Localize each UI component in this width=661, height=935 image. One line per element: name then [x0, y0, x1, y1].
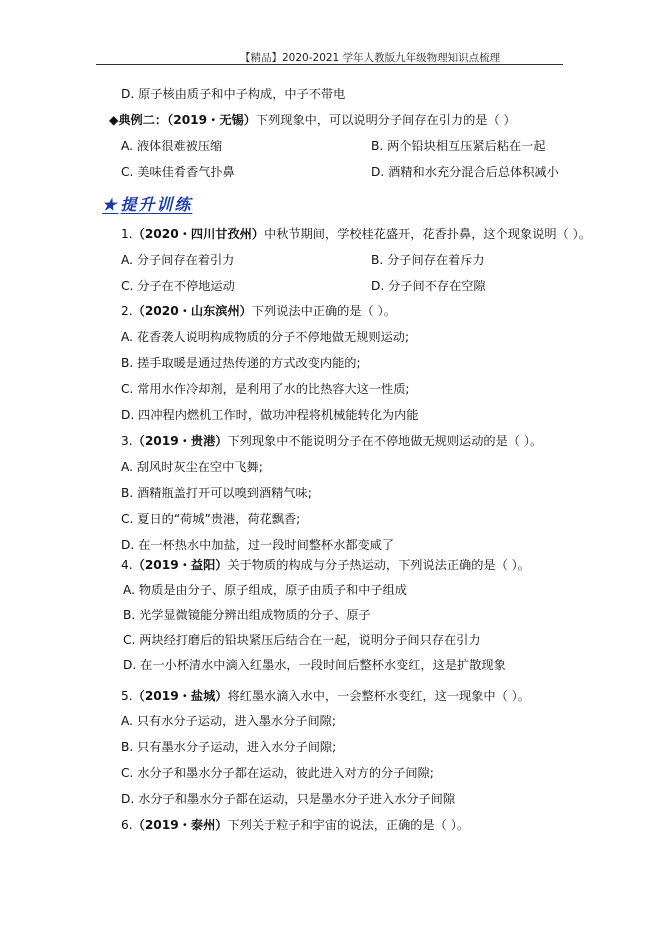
example2-option-a: A. 液体很难被压缩 — [121, 139, 223, 153]
q5-option-d: D. 水分子和墨水分子都在运动，只是墨水分子进入水分子间隙 — [121, 792, 456, 806]
q3-option-b: B. 酒精瓶盖打开可以嗅到酒精气味; — [121, 486, 312, 500]
q2-option-a: A. 花香袭人说明构成物质的分子不停地做无规则运动; — [121, 330, 410, 344]
example2-option-d: D. 酒精和水充分混合后总体积减小 — [371, 165, 559, 179]
q5-source: （2019・盐城） — [132, 689, 228, 703]
q4-source: （2019・益阳） — [132, 558, 228, 572]
q2-option-d: D. 四冲程内燃机工作时，做功冲程将机械能转化为内能 — [121, 408, 419, 422]
q1-source: （2020・四川甘孜州） — [132, 227, 265, 241]
q5-option-a: A. 只有水分子运动，进入墨水分子间隙; — [121, 714, 336, 728]
q1-text: 中秋节期间，学校桂花盛开，花香扑鼻，这个现象说明（ ）。 — [264, 227, 591, 241]
q4-stem — [121, 557, 530, 573]
q4-option-b: B. 光学显微镜能分辨出组成物质的分子、原子 — [123, 608, 371, 622]
q5-option-b: B. 只有墨水分子运动，进入水分子间隙; — [121, 740, 337, 754]
q3-option-d: D. 在一杯热水中加盐，过一段时间整杯水都变咸了 — [121, 538, 395, 552]
q2-number: 2. — [121, 304, 133, 318]
q3-option-c: C. 夏日的“荷城”贵港，荷花飘香; — [121, 512, 301, 526]
q3-source: （2019・贵港） — [132, 434, 228, 448]
section-title — [102, 192, 192, 215]
example2-option-c: C. 美味佳肴香气扑鼻 — [121, 165, 235, 179]
q1-option-a: A. 分子间存在着引力 — [121, 253, 235, 267]
q4-option-d: D. 在一小杯清水中滴入红墨水，一段时间后整杯水变红，这是扩散现象 — [123, 658, 506, 672]
q2-option-c: C. 常用水作冷却剂，是利用了水的比热容大这一性质; — [121, 382, 410, 396]
q1-option-c: C. 分子在不停地运动 — [121, 279, 235, 293]
q5-stem — [121, 688, 530, 704]
q6-source: （2019・泰州） — [132, 818, 228, 832]
q5-text: 将红墨水滴入水中，一会整杯水变红，这一现象中（ ）。 — [227, 689, 530, 703]
q6-number: 6. — [121, 818, 133, 832]
example2-option-b: B. 两个铅块相互压紧后粘在一起 — [371, 139, 546, 153]
q6-text: 下列关于粒子和宇宙的说法，正确的是（ ）。 — [227, 818, 470, 832]
star-icon: ★ — [102, 195, 119, 214]
q1-option-b: B. 分子间存在着斥力 — [371, 253, 485, 267]
q4-text: 关于物质的构成与分子热运动，下列说法正确的是（ ）。 — [227, 558, 530, 572]
q3-text: 下列现象中不能说明分子在不停地做无规则运动的是（ ）。 — [227, 434, 543, 448]
q2-option-b: B. 搓手取暖是通过热传递的方式改变内能的; — [121, 356, 361, 370]
q3-number: 3. — [121, 434, 133, 448]
q4-option-a: A. 物质是由分子、原子组成，原子由质子和中子组成 — [123, 583, 407, 597]
q4-number: 4. — [121, 558, 133, 572]
example2-line — [109, 112, 516, 128]
q5-option-c: C. 水分子和墨水分子都在运动，彼此进入对方的分子间隙; — [121, 766, 434, 780]
q3-option-a: A. 刮风时灰尘在空中飞舞; — [121, 460, 263, 474]
prev-option-d: D. 原子核由质子和中子构成，中子不带电 — [121, 87, 346, 101]
q1-number: 1. — [121, 227, 133, 241]
page-header: 【精品】2020-2021 学年人教版九年级物理知识点梳理 — [240, 52, 501, 64]
q1-option-d: D. 分子间不存在空隙 — [371, 279, 486, 293]
q4-option-c: C. 两块经打磨后的铅块紧压后结合在一起，说明分子间只存在引力 — [123, 633, 481, 647]
q1-stem — [121, 226, 591, 242]
header-rule — [96, 64, 563, 65]
example2-question: 下列现象中，可以说明分子间存在引力的是（ ） — [255, 113, 516, 127]
section-title-text: 提升训练 — [120, 195, 193, 214]
example2-label: ◆典例二：（2019・无锡） — [109, 113, 256, 127]
q6-stem — [121, 817, 469, 833]
q5-number: 5. — [121, 689, 133, 703]
q2-stem — [121, 303, 396, 319]
q3-stem — [121, 433, 542, 449]
q2-text: 下列说法中正确的是（ ）。 — [251, 304, 396, 318]
q2-source: （2020・山东滨州） — [132, 304, 252, 318]
